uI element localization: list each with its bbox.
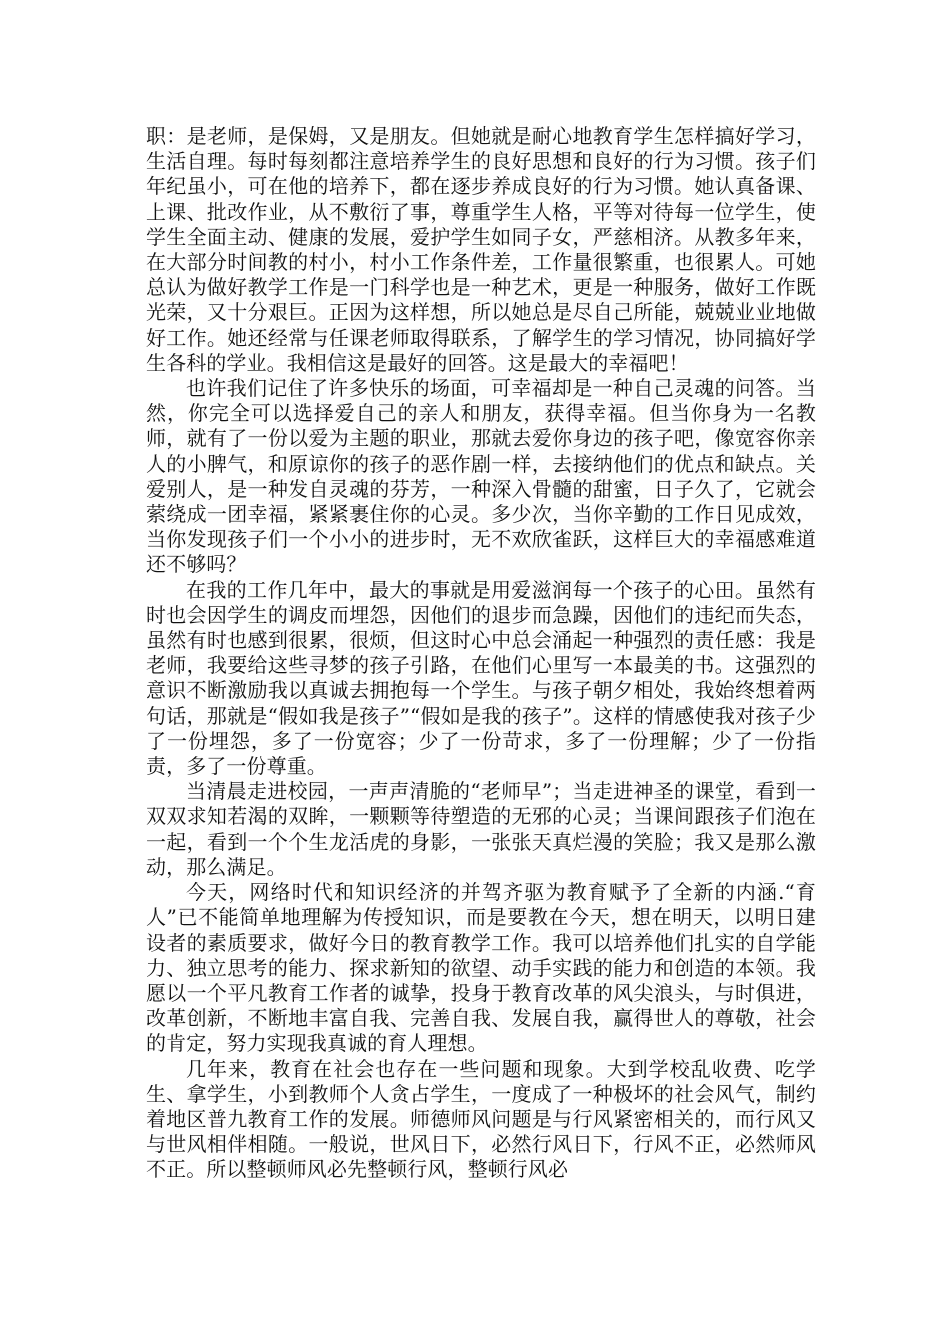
paragraph-responsibility: 在我的工作几年中，最大的事就是用爱滋润每一个孩子的心田。虽然有时也会因学生的调皮而埋怨，因他们的退步而急躁，因他们的违纪而失态，虽然有时也感到很累，很烦，但这时心中总会涌起一种强烈的责任感：我是老师，我要给这些寻梦的孩子引路，在他们心里写一本最美的书。这强烈的意识不断激励我以真诚去拥抱每一个学生。与孩子朝夕相处，我始终想着两句话，那就是“假如我是孩子”“假如是我的孩子”。这样的情感使我对孩子少了一份埋怨，多了一份宽容；少了一份苛求，多了一份理解；少了一份指责，多了一份尊重。 (146, 577, 816, 779)
paragraph-happiness: 也许我们记住了许多快乐的场面，可幸福却是一种自己灵魂的问答。当然，你完全可以选择爱自己的亲人和朋友，获得幸福。但当你身为一名教师，就有了一份以爱为主题的职业，那就去爱你身边的孩子吧，像宽容你亲人的小脾气，和原谅你的孩子的恶作剧一样，去接纳他们的优点和缺点。关爱别人，是一种发自灵魂的芬芳，一种深入骨髓的甜蜜，日子久了，它就会萦绕成一团幸福，紧紧裹住你的心灵。多少次，当你辛勤的工作日见成效，当你发现孩子们一个小小的进步时，无不欢欣雀跃，这样巨大的幸福感难道还不够吗？ (146, 376, 816, 577)
document-body (146, 124, 816, 1183)
paragraph-morning: 当清晨走进校园，一声声清脆的“老师早”；当走进神圣的课堂，看到一双双求知若渴的双眸，一颗颗等待塑造的无邪的心灵；当课间跟孩子们泡在一起，看到一个个生龙活虎的身影，一张张天真烂漫的笑脸；我又是那么激动，那么满足。 (146, 779, 816, 879)
paragraph-continued: 职：是老师，是保姆，又是朋友。但她就是耐心地教育学生怎样搞好学习，生活自理。每时每刻都注意培养学生的良好思想和良好的行为习惯。孩子们年纪虽小，可在他的培养下，都在逐步养成良好的行为习惯。她认真备课、上课、批改作业，从不敷衍了事，尊重学生人格，平等对待每一位学生，使学生全面主动、健康的发展，爱护学生如同子女，严慈相济。从教多年来，在大部分时间教的村小，村小工作条件差，工作量很繁重，也很累人。可她总认为做好教学工作是一门科学也是一种艺术，更是一种服务，做好工作既光荣，又十分艰巨。正因为这样想，所以她总是尽自己所能，兢兢业业地做好工作。她还经常与任课老师取得联系，了解学生的学习情况，协同搞好学生各科的学业。我相信这是最好的回答。这是最大的幸福吧！ (146, 124, 816, 375)
paragraph-network-era: 今天，网络时代和知识经济的并驾齐驱为教育赋予了全新的内涵.“育人”已不能简单地理解为传授知识，而是要教在今天，想在明天，以明日建设者的素质要求，做好今日的教育教学工作。我可以培养他们扎实的自学能力、独立思考的能力、探求新知的欲望、动手实践的能力和创造的本领。我愿以一个平凡教育工作者的诚挚，投身于教育改革的风尖浪头，与时俱进，改革创新，不断地丰富自我、完善自我、发展自我，赢得世人的尊敬，社会的肯定，努力实现我真诚的育人理想。 (146, 880, 816, 1056)
paragraph-problems: 几年来，教育在社会也存在一些问题和现象。大到学校乱收费、吃学生、拿学生，小到教师个人贪占学生，一度成了一种极坏的社会风气，制约着地区普九教育工作的发展。师德师风问题是与行风紧密相关的，而行风又与世风相伴相随。一般说，世风日下，必然行风日下，行风不正，必然师风不正。所以整顿师风必先整顿行风，整顿行风必 (146, 1056, 816, 1182)
